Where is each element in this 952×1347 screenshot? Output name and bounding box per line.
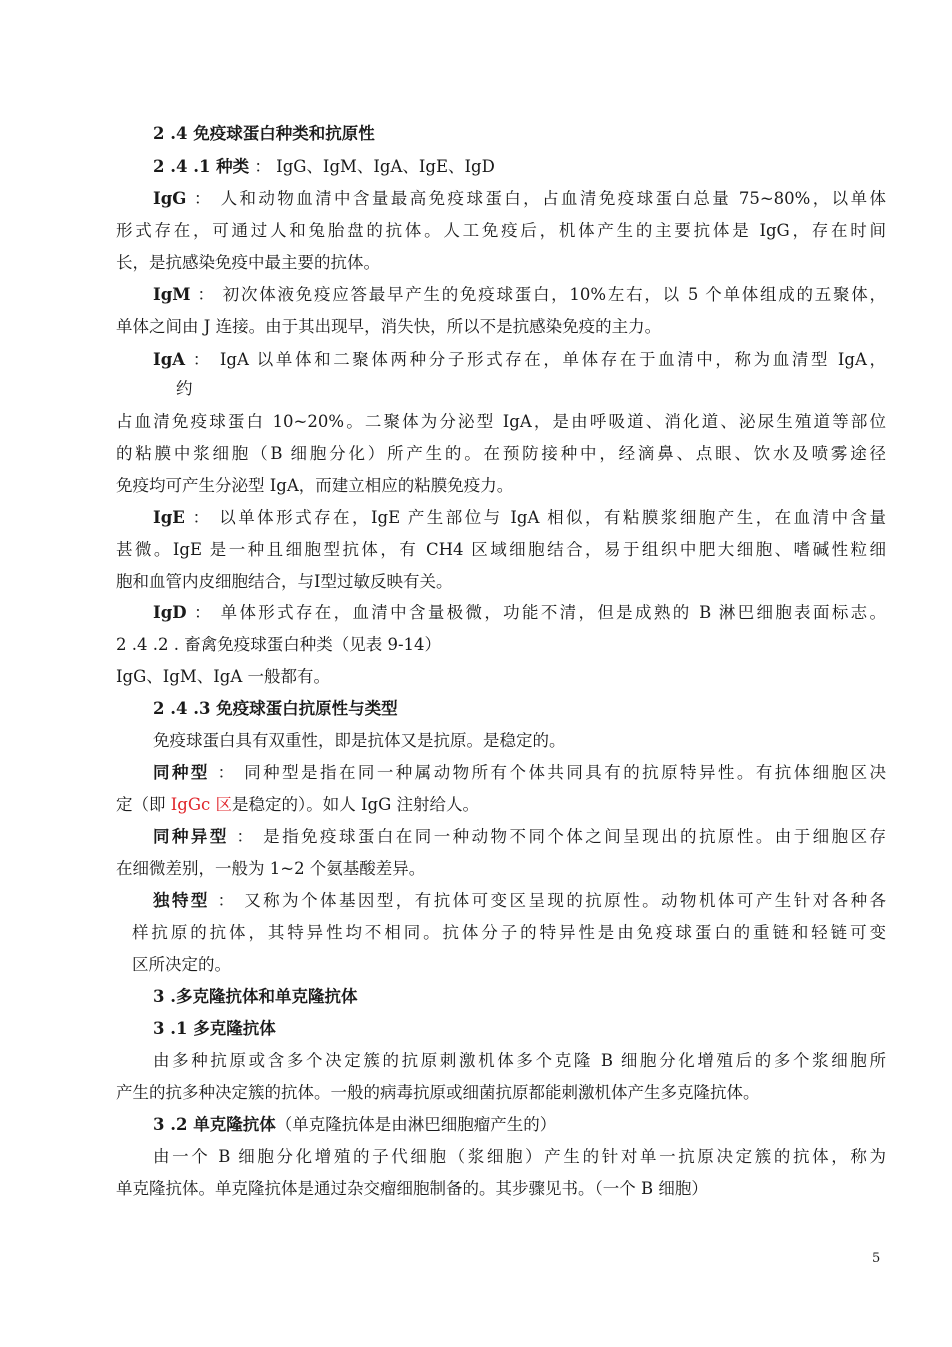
iga-text-1: IgA 以单体和二聚体两种分子形式存在，单体存在于血清中，称为血清型 IgA， [219, 350, 887, 369]
section-2-4-1-text: IgG、IgM、IgA、IgE、IgD [276, 157, 495, 176]
ige-text-1: 以单体形式存在，IgE 产生部位与 IgA 相似，有粘膜浆细胞产生，在血清中含量 [219, 508, 887, 527]
idiotype-paragraph-line-1 [153, 890, 886, 912]
section-3-1-line-2: 产生的抗多种决定簇的抗体。一般的病毒抗原或细菌抗原都能刺激机体产生多克隆抗体。 [116, 1083, 760, 1102]
section-3-2-line-2: 单克隆抗体。单克隆抗体是通过杂交瘤细胞制备的。其步骤见书。（一个 B 细胞） [116, 1179, 708, 1198]
section-3-1-heading: 3 .1 多克隆抗体 [153, 1019, 276, 1038]
separator: ： [194, 603, 214, 622]
igd-paragraph-line-1 [153, 602, 886, 624]
igm-text-1: 初次体液免疫应答最早产生的免疫球蛋白，10%左右，以 5 个单体组成的五聚体， [222, 285, 887, 304]
section-2-4-1-heading: 2 .4 .1 种类 [153, 157, 250, 176]
iga-label: IgA [153, 350, 186, 369]
section-2-4-3-text: 免疫球蛋白具有双重性，即是抗体又是抗原。是稳定的。 [153, 731, 566, 750]
idiotype-paragraph-line-2: 样抗原的抗体，其特异性均不相同。抗体分子的特异性是由免疫球蛋白的重链和轻链可变 [132, 923, 886, 942]
idiotype-text-1: 又称为个体基因型，有抗体可变区呈现的抗原性。动物机体可产生针对各种各 [244, 891, 887, 910]
idiotype-label: 独特型 [153, 891, 210, 910]
separator: ： [192, 350, 213, 369]
iga-paragraph-line-4: 免疫均可产生分泌型 IgA，而建立相应的粘膜免疫力。 [116, 476, 514, 495]
igm-label: IgM [153, 285, 191, 304]
section-2-4-1-line [153, 156, 495, 178]
ige-paragraph-line-1 [153, 507, 886, 529]
igg-paragraph-line-2: 形式存在，可通过人和兔胎盘的抗体。人工免疫后，机体产生的主要抗体是 IgG，存在时间 [116, 221, 886, 240]
allotype-paragraph-line-2: 在细微差别，一般为 1~2 个氨基酸差异。 [116, 859, 426, 878]
allotype-text-1: 是指免疫球蛋白在同一种动物不同个体之间呈现出的抗原性。由于细胞区存 [263, 827, 887, 846]
igm-paragraph-line-1 [153, 284, 886, 306]
isotype-text-1: 同种型是指在同一种属动物所有个体共同具有的抗原特异性。有抗体细胞区决 [244, 763, 887, 782]
igg-paragraph-line-1 [153, 188, 886, 210]
allotype-label: 同种异型 [153, 827, 229, 846]
section-2-4-2-text: IgG、IgM、IgA 一般都有。 [116, 667, 330, 686]
section-2-4-3-heading: 2 .4 .3 免疫球蛋白抗原性与类型 [153, 699, 398, 718]
iga-paragraph-line-2: 占血清免疫球蛋白 10~20%。二聚体为分泌型 IgA，是由呼吸道、消化道、泌尿生殖道等部位 [116, 412, 886, 431]
separator: ： [217, 891, 237, 910]
isotype-paragraph-line-2 [116, 794, 479, 816]
ige-paragraph-line-3: 胞和血管内皮细胞结合，与Ⅰ型过敏反映有关。 [116, 572, 453, 591]
igg-c-region-highlight: IgGc 区 [170, 795, 232, 814]
separator: ： [236, 827, 256, 846]
separator: ： [194, 189, 213, 208]
iga-paragraph-line-1b: 约 [176, 379, 193, 398]
section-2-4-heading: 2 .4 免疫球蛋白种类和抗原性 [153, 124, 375, 143]
iga-paragraph-line-3: 的粘膜中浆细胞（B 细胞分化）所产生的。在预防接种中，经滴鼻、点眼、饮水及喷雾途径 [116, 444, 886, 463]
isotype-text-2b: 是稳定的）。如人 IgG 注射给人。 [232, 795, 480, 814]
separator: ： [197, 285, 216, 304]
igg-text-1: 人和动物血清中含量最高免疫球蛋白，占血清免疫球蛋白总量 75~80%，以单体 [220, 189, 886, 208]
iga-paragraph-line-1 [153, 349, 886, 371]
section-3-1-line-1: 由多种抗原或含多个决定簇的抗原刺激机体多个克隆 B 细胞分化增殖后的多个浆细胞所 [153, 1051, 886, 1070]
isotype-text-2a: 定（即 [116, 795, 171, 814]
separator: ： [217, 763, 237, 782]
isotype-paragraph-line-1 [153, 762, 886, 784]
allotype-paragraph-line-1 [153, 826, 886, 848]
ige-label: IgE [153, 508, 185, 527]
igg-label: IgG [153, 189, 187, 208]
page-number: 5 [872, 1251, 881, 1266]
section-3-heading: 3 .多克隆抗体和单克隆抗体 [153, 987, 358, 1006]
section-3-2-heading: 3 .2 单克隆抗体 [153, 1115, 276, 1134]
section-3-2-note: （单克隆抗体是由淋巴细胞瘤产生的） [275, 1115, 557, 1134]
section-2-4-2-heading: 2 .4 .2 . 畜禽免疫球蛋白种类（见表 9-14） [116, 635, 442, 654]
igd-text-1: 单体形式存在，血清中含量极微，功能不清，但是成熟的 B 淋巴细胞表面标志。 [220, 603, 887, 622]
section-3-2-heading-line [153, 1114, 556, 1136]
separator: ： [192, 508, 212, 527]
igm-paragraph-line-2: 单体之间由 J 连接。由于其出现早，消失快，所以不是抗感染免疫的主力。 [116, 317, 662, 336]
section-3-2-line-1: 由一个 B 细胞分化增殖的子代细胞（浆细胞）产生的针对单一抗原决定簇的抗体，称为 [153, 1147, 886, 1166]
igg-paragraph-line-3: 长，是抗感染免疫中最主要的抗体。 [116, 253, 380, 272]
separator: ： [254, 157, 271, 176]
idiotype-paragraph-line-3: 区所决定的。 [132, 955, 231, 974]
igd-label: IgD [153, 603, 187, 622]
isotype-label: 同种型 [153, 763, 210, 782]
ige-paragraph-line-2: 甚微。IgE 是一种且细胞型抗体，有 CH4 区域细胞结合，易于组织中肥大细胞、嗜碱性粒细 [116, 540, 886, 559]
